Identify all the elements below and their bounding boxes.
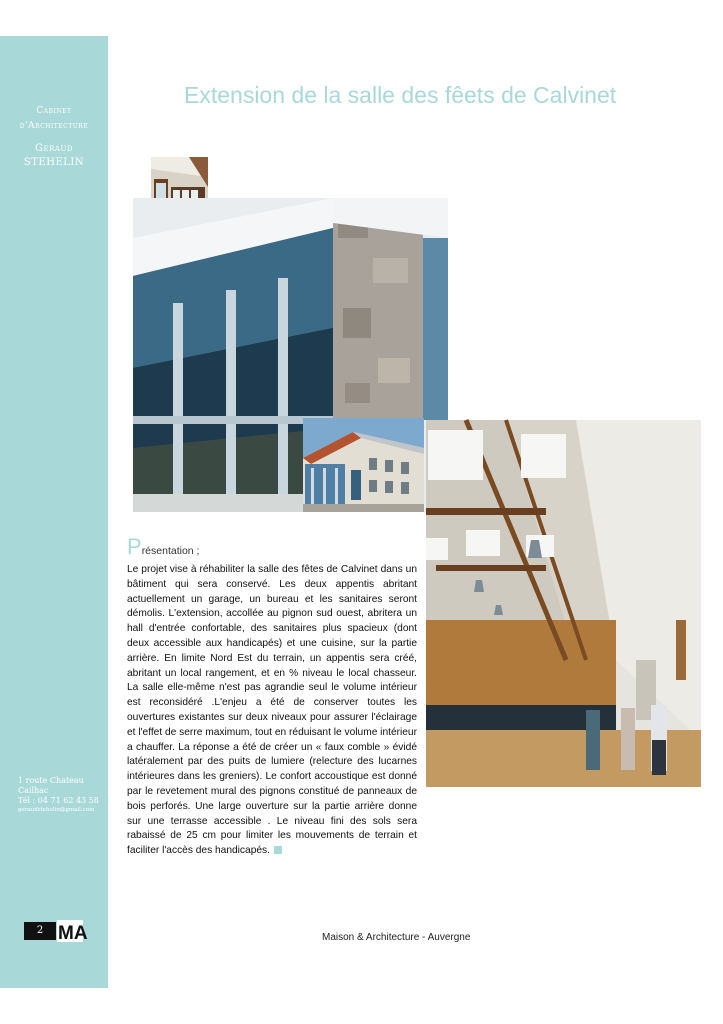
- page-number: 2: [24, 922, 56, 940]
- logo-text: MA: [58, 923, 88, 944]
- address-line-2: Cailhac: [18, 786, 49, 795]
- architect-last-name: STEHELIN: [23, 157, 85, 168]
- firm-line-2: d'Architecture: [19, 121, 89, 131]
- article-body: [127, 563, 417, 859]
- contact-block: [18, 776, 108, 815]
- page-title: Extension de la salle des fêets de Calvinet: [184, 82, 617, 108]
- section-dropcap: P: [127, 534, 142, 559]
- section-heading-text: résentation ;: [141, 545, 200, 557]
- publication-footer: Maison & Architecture - Auvergne: [322, 932, 471, 943]
- interior-hall-photo: [426, 420, 701, 787]
- firm-line-1: Cabinet: [36, 106, 72, 116]
- ma-logo: [57, 920, 88, 944]
- architect-first-name: Geraud: [35, 143, 73, 154]
- email-address: geraudstehelin@gmail.com: [18, 807, 95, 813]
- sidebar: [0, 36, 108, 988]
- article-body-text: Le projet vise à réhabiliter la salle des fêtes de Calvinet dans un bâtiment qui sera conservé. Les deux appentis abritant actuellement un garage, un bureau et les sanitaires seront démolis. L'extension, accollée au pignon sud ouest, abritera un hall d'entrée confortable, des sanitaires plus spacieux (dont deux accessible aux handicapés) et une cuisine, sur la partie arrière. En limite Nord Est du terrain, un appentis sera créé, abritant un local rangement, et en % niveau le local chasseur. La salle elle-même n'est pas agrandie seul le volume intérieur est reconsidéré .L'enjeu a été de conserver toutes les ouvertures existantes sur deux niveaux pour assurer l'éclairage et l'effet de serre maximum, tout en réduisant le volume intérieur a chauffer. La réponse a été de créer un « faux comble » évidé latéralement par des puits de lumiere (relecture des lucarnes intérieures dans les greniers). Le confort accoustique est donné par le revetement mural des pignons constitué de panneaux de bois perforés. Une large ouverture sur la partie arrière donne sur une terrasse accessible . Le niveau fini des sols sera rabaissé de 25 cm pour limiter les mouvements de terrain et faciliter l'accès des handicapés.: [127, 564, 417, 857]
- firm-block: [0, 104, 108, 170]
- phone-number: Tél : 04 71 62 43 58: [18, 796, 99, 805]
- address-line-1: 1 route Chateau: [18, 776, 84, 785]
- end-square-icon: [274, 846, 282, 854]
- building-exterior-photo: [303, 418, 424, 512]
- section-heading: [127, 534, 200, 559]
